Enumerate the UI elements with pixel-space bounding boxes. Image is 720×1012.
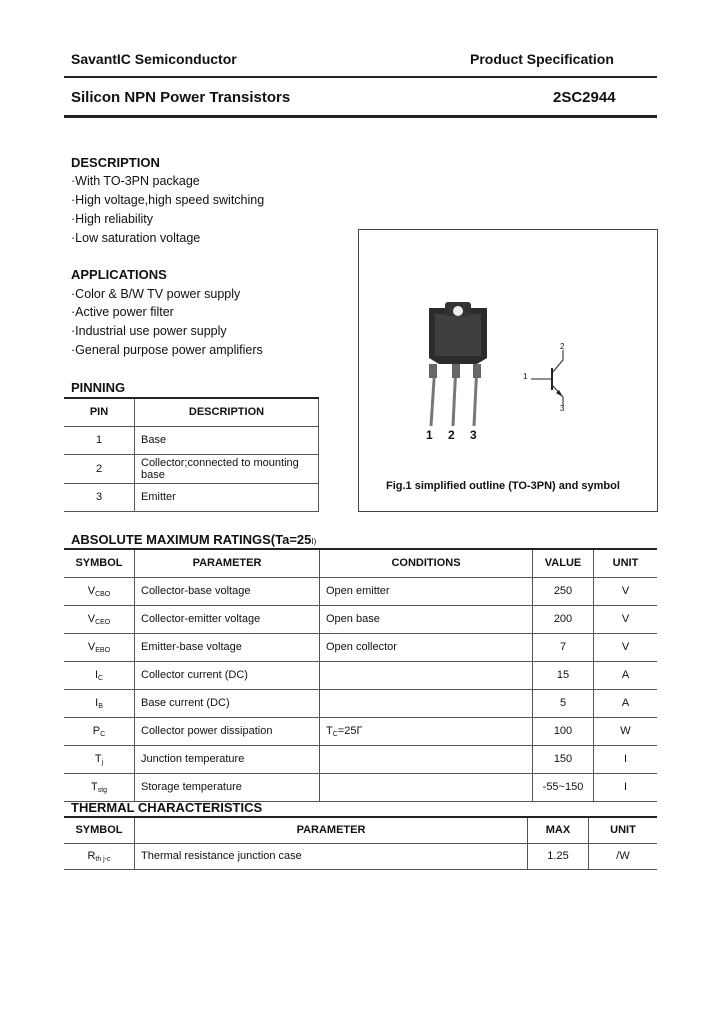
parameter: Collector power dissipation	[135, 717, 320, 745]
value: 100	[533, 717, 594, 745]
parameter: Collector-base voltage	[135, 577, 320, 605]
value: 5	[533, 689, 594, 717]
parameter: Thermal resistance junction case	[135, 843, 528, 869]
description-item: ·High reliability	[71, 212, 153, 226]
pin-header: PIN	[64, 398, 135, 426]
table-row: $I_C$ Collector current (DC) 15 A	[64, 661, 657, 689]
pin-label-2: 2	[448, 428, 455, 442]
max-header: MAX	[528, 817, 589, 843]
header-rule-bottom	[64, 115, 657, 118]
parameter: Base current (DC)	[135, 689, 320, 717]
value: 7	[533, 633, 594, 661]
table-row	[64, 483, 319, 511]
table-row: $T_{stg}$ Storage temperature -55~150 І	[64, 773, 657, 801]
unit: V	[594, 577, 658, 605]
collector-line	[552, 360, 563, 373]
unit: A	[594, 661, 658, 689]
symbol: R	[87, 849, 96, 862]
applications-item: ·Color & B/W TV power supply	[71, 287, 241, 301]
pin-description: Collector;connected to mounting base	[135, 454, 319, 483]
unit: A	[594, 689, 658, 717]
unit: V	[594, 633, 658, 661]
pin-label-3: 3	[470, 428, 477, 442]
mounting-hole	[453, 306, 463, 316]
pin-number: 3	[64, 483, 135, 511]
applications-title: APPLICATIONS	[71, 267, 167, 282]
part-number: 2SC2944	[553, 89, 616, 106]
table-row: $T_j$ Junction temperature 150 І	[64, 745, 657, 773]
condition: Open collector	[320, 633, 533, 661]
table-row: $I_B$ Base current (DC) 5 A	[64, 689, 657, 717]
unit: W	[594, 717, 658, 745]
header-rule-top	[64, 76, 657, 78]
symbol-header: SYMBOL	[64, 549, 135, 577]
condition	[320, 689, 533, 717]
description-title: DESCRIPTION	[71, 155, 160, 170]
symbol-label-2: 2	[560, 342, 565, 351]
symbol: I	[94, 668, 98, 681]
table-row: $V_{EBO}$ Emitter-base voltage Open collector 7 V	[64, 633, 657, 661]
symbol: T	[90, 780, 98, 793]
figure-caption: Fig.1 simplified outline (TO-3PN) and symbol	[386, 480, 620, 492]
pin-description: Emitter	[135, 483, 319, 511]
package-outline-image	[359, 230, 657, 511]
table-row: $V_{CEO}$ Collector-emitter voltage Open base 200 V	[64, 605, 657, 633]
symbol: I	[95, 696, 99, 709]
table-row: $V_{CBO}$ Collector-base voltage Open emitter 250 V	[64, 577, 657, 605]
pinning-title: PINNING	[71, 380, 126, 395]
symbol: T	[94, 752, 102, 765]
parameter: Emitter-base voltage	[135, 633, 320, 661]
figure-box	[358, 229, 658, 512]
ratings-table	[64, 548, 657, 802]
parameter: Junction temperature	[135, 745, 320, 773]
symbol: P	[92, 724, 101, 737]
description-item: ·With TO-3PN package	[71, 174, 200, 188]
symbol-header: SYMBOL	[64, 817, 135, 843]
parameter: Collector-emitter voltage	[135, 605, 320, 633]
symbol: V	[87, 584, 96, 597]
symbol: V	[87, 640, 96, 653]
applications-item: ·Industrial use power supply	[71, 324, 227, 338]
table-row	[64, 426, 319, 454]
parameter: Collector current (DC)	[135, 661, 320, 689]
unit: І	[594, 773, 658, 801]
table-row	[64, 454, 319, 483]
description-item: ·High voltage,high speed switching	[71, 193, 265, 207]
pin-label-1: 1	[426, 428, 433, 442]
package-face	[435, 314, 481, 356]
max-value: 1.25	[528, 843, 589, 869]
value-header: VALUE	[533, 549, 594, 577]
symbol-label-1: 1	[523, 372, 528, 381]
unit: /W	[589, 843, 658, 869]
thermal-table	[64, 816, 657, 870]
pin-number: 1	[64, 426, 135, 454]
applications-item: ·General purpose power amplifiers	[71, 343, 263, 357]
doc-type: Product Specification	[470, 51, 614, 67]
condition: $T_C=25Г$	[320, 717, 533, 745]
pin-description: Base	[135, 426, 319, 454]
condition	[320, 745, 533, 773]
pin-description-header: DESCRIPTION	[135, 398, 319, 426]
condition: Open emitter	[320, 577, 533, 605]
unit-header: UNIT	[589, 817, 658, 843]
value: 250	[533, 577, 594, 605]
symbol-label-3: 3	[560, 404, 565, 413]
value: 15	[533, 661, 594, 689]
unit-header: UNIT	[594, 549, 658, 577]
value: -55~150	[533, 773, 594, 801]
parameter: Storage temperature	[135, 773, 320, 801]
unit: V	[594, 605, 658, 633]
parameter-header: PARAMETER	[135, 549, 320, 577]
ratings-title: ABSOLUTE MAXIMUM RATINGS(Ta=25І)	[71, 532, 317, 547]
unit: І	[594, 745, 658, 773]
pinning-table	[64, 397, 319, 512]
condition	[320, 773, 533, 801]
symbol: V	[87, 612, 96, 625]
condition: Open base	[320, 605, 533, 633]
table-row: $R_{th j-c}$ Thermal resistance junction case 1.25 /W	[64, 843, 657, 869]
parameter-header: PARAMETER	[135, 817, 528, 843]
description-item: ·Low saturation voltage	[71, 231, 201, 245]
condition	[320, 661, 533, 689]
thermal-title: THERMAL CHARACTERISTICS	[71, 800, 263, 815]
conditions-header: CONDITIONS	[320, 549, 533, 577]
applications-item: ·Active power filter	[71, 305, 174, 319]
table-row: $P_C$ Collector power dissipation $T_C=25Г$ 100 W	[64, 717, 657, 745]
pin-number: 2	[64, 454, 135, 483]
product-line: Silicon NPN Power Transistors	[71, 89, 291, 106]
value: 200	[533, 605, 594, 633]
company-name: SavantIC Semiconductor	[71, 51, 237, 67]
value: 150	[533, 745, 594, 773]
